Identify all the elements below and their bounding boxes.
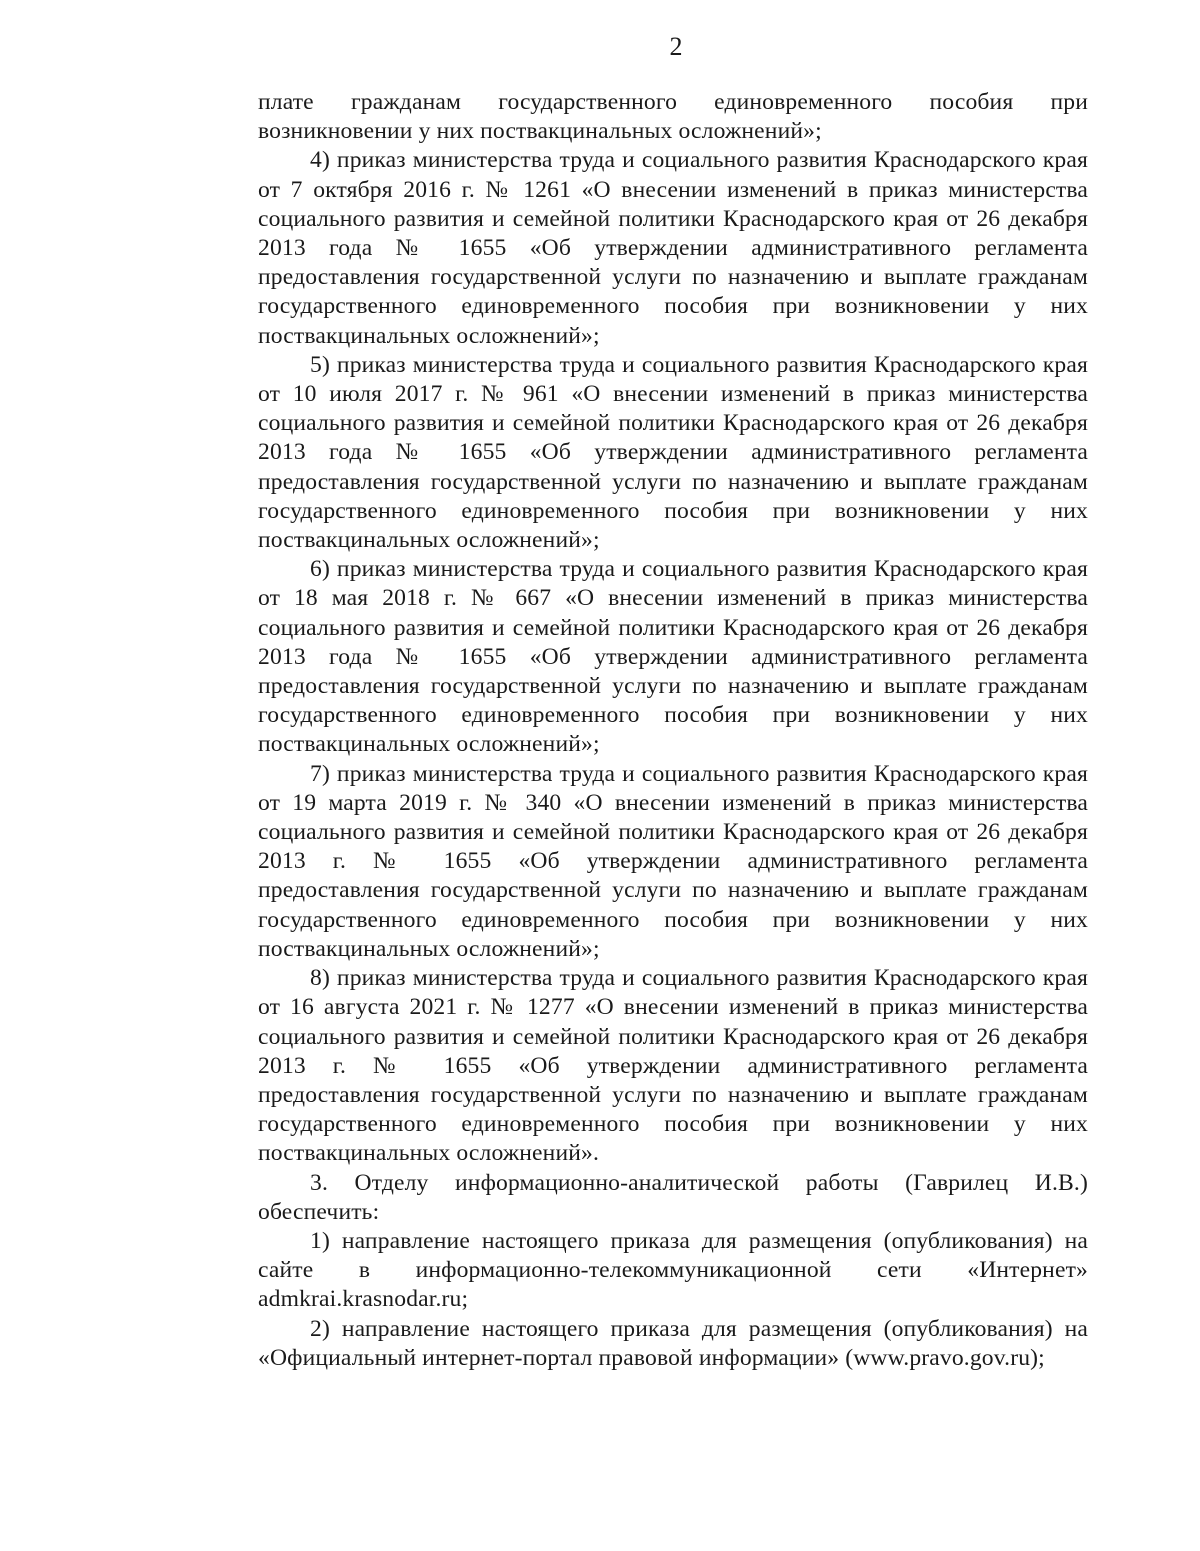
paragraph-subitem-1: 1) направление настоящего приказа для размещения (опубликования) на сайте в информационно-телекоммуникационной сети «Интернет» admkrai.krasnodar.ru; (258, 1227, 1088, 1313)
paragraph-item-5: 5) приказ министерства труда и социального развития Краснодарского края от 10 июля 2017 г. № 961 «О внесении изменений в приказ министерства социального развития и семейной политики Краснодарского края от 26 декабря 2013 года № 1655 «Об утверждении административного регламента предоставления государственной услуги по назначению и выплате гражданам государственного единовременного пособия при возникновении у них поствакцинальных осложнений»; (258, 351, 1088, 554)
paragraph-subitem-2: 2) направление настоящего приказа для размещения (опубликования) на «Официальный интернет-портал правовой информации» (www.pravo.gov.ru); (258, 1315, 1088, 1371)
paragraph-item-4: 4) приказ министерства труда и социального развития Краснодарского края от 7 октября 2016 г. № 1261 «О внесении изменений в приказ министерства социального развития и семейной политики Краснодарского края от 26 декабря 2013 года № 1655 «Об утверждении административного регламента предоставления государственной услуги по назначению и выплате гражданам государственного единовременного пособия при возникновении у них поствакцинальных осложнений»; (258, 147, 1088, 349)
paragraph-section-3: 3. Отделу информационно-аналитической работы (Гаврилец И.В.) обеспечить: (258, 1169, 1088, 1225)
page-number: 2 (669, 32, 683, 61)
paragraph-item-6: 6) приказ министерства труда и социального развития Краснодарского края от 18 мая 2018 г. № 667 «О внесении изменений в приказ министерства социального развития и семейной политики Краснодарского края от 26 декабря 2013 года № 1655 «Об утверждении административного регламента предоставления государственной услуги по назначению и выплате гражданам государственного единовременного пособия при возникновении у них поствакцинальных осложнений»; (258, 556, 1088, 758)
document-body (258, 88, 1088, 1373)
paragraph-continuation: плате гражданам государственного единовременного пособия при возникновении у них поствакцинальных осложнений»; (258, 89, 1088, 145)
paragraph-item-7: 7) приказ министерства труда и социального развития Краснодарского края от 19 марта 2019 г. № 340 «О внесении изменений в приказ министерства социального развития и семейной политики Краснодарского края от 26 декабря 2013 г. № 1655 «Об утверждении административного регламента предоставления государственной услуги по назначению и выплате гражданам государственного единовременного пособия при возникновении у них поствакцинальных осложнений»; (258, 760, 1088, 962)
paragraph-item-8: 8) приказ министерства труда и социального развития Краснодарского края от 16 августа 2021 г. № 1277 «О внесении изменений в приказ министерства социального развития и семейной политики Краснодарского края от 26 декабря 2013 г. № 1655 «Об утверждении административного регламента предоставления государственной услуги по назначению и выплате гражданам государственного единовременного пособия при возникновении у них поствакцинальных осложнений». (258, 965, 1088, 1167)
